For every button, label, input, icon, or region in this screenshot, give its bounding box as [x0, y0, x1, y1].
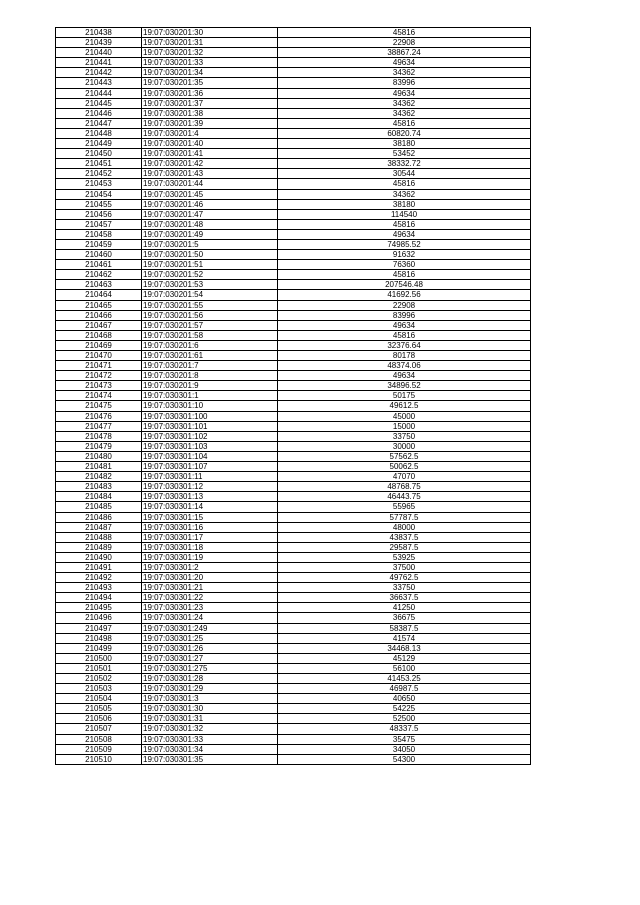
amount-cell: 41574 [278, 633, 531, 643]
row-id-cell: 210481 [56, 462, 142, 472]
cadastral-number-cell: 19:07:030201:45 [142, 189, 278, 199]
table-row [56, 219, 531, 229]
table-row [56, 431, 531, 441]
row-id-cell: 210490 [56, 552, 142, 562]
table-row [56, 179, 531, 189]
row-id-cell: 210450 [56, 149, 142, 159]
table-row [56, 28, 531, 38]
table-row [56, 280, 531, 290]
amount-cell: 50175 [278, 391, 531, 401]
row-id-cell: 210480 [56, 451, 142, 461]
amount-cell: 36675 [278, 613, 531, 623]
cadastral-number-cell: 19:07:030201:56 [142, 310, 278, 320]
table-row [56, 694, 531, 704]
amount-cell: 41250 [278, 603, 531, 613]
amount-cell: 32376.64 [278, 340, 531, 350]
amount-cell: 34362 [278, 68, 531, 78]
table-row [56, 340, 531, 350]
cadastral-number-cell: 19:07:030201:9 [142, 381, 278, 391]
cadastral-number-cell: 19:07:030301:14 [142, 502, 278, 512]
amount-cell: 35475 [278, 734, 531, 744]
row-id-cell: 210485 [56, 502, 142, 512]
cadastral-number-cell: 19:07:030201:31 [142, 38, 278, 48]
table-row [56, 88, 531, 98]
table-row [56, 310, 531, 320]
cadastral-number-cell: 19:07:030201:61 [142, 351, 278, 361]
row-id-cell: 210443 [56, 78, 142, 88]
cadastral-number-cell: 19:07:030301:104 [142, 451, 278, 461]
cadastral-number-cell: 19:07:030301:20 [142, 573, 278, 583]
table-row [56, 482, 531, 492]
cadastral-number-cell: 19:07:030301:102 [142, 431, 278, 441]
row-id-cell: 210487 [56, 522, 142, 532]
amount-cell: 46987.5 [278, 684, 531, 694]
cadastral-number-cell: 19:07:030301:101 [142, 421, 278, 431]
table-row [56, 512, 531, 522]
amount-cell: 56100 [278, 663, 531, 673]
cadastral-number-cell: 19:07:030301:28 [142, 674, 278, 684]
data-table [55, 27, 531, 765]
cadastral-number-cell: 19:07:030201:32 [142, 48, 278, 58]
table-row [56, 381, 531, 391]
row-id-cell: 210510 [56, 754, 142, 764]
cadastral-number-cell: 19:07:030201:33 [142, 58, 278, 68]
table-row [56, 250, 531, 260]
amount-cell: 53925 [278, 552, 531, 562]
cadastral-number-cell: 19:07:030201:41 [142, 149, 278, 159]
cadastral-number-cell: 19:07:030301:25 [142, 633, 278, 643]
cadastral-number-cell: 19:07:030201:35 [142, 78, 278, 88]
cadastral-number-cell: 19:07:030201:39 [142, 118, 278, 128]
table-row [56, 522, 531, 532]
cadastral-number-cell: 19:07:030301:103 [142, 441, 278, 451]
row-id-cell: 210471 [56, 361, 142, 371]
table-row [56, 290, 531, 300]
cadastral-number-cell: 19:07:030201:44 [142, 179, 278, 189]
amount-cell: 54225 [278, 704, 531, 714]
row-id-cell: 210502 [56, 674, 142, 684]
table-row [56, 552, 531, 562]
row-id-cell: 210453 [56, 179, 142, 189]
table-row [56, 361, 531, 371]
row-id-cell: 210468 [56, 330, 142, 340]
table-row [56, 421, 531, 431]
table-row [56, 623, 531, 633]
table-row [56, 239, 531, 249]
amount-cell: 57562.5 [278, 451, 531, 461]
table-row [56, 48, 531, 58]
amount-cell: 45000 [278, 411, 531, 421]
amount-cell: 34362 [278, 189, 531, 199]
cadastral-number-cell: 19:07:030301:19 [142, 552, 278, 562]
amount-cell: 49634 [278, 320, 531, 330]
table-row [56, 451, 531, 461]
cadastral-number-cell: 19:07:030201:36 [142, 88, 278, 98]
table-row [56, 532, 531, 542]
table-row [56, 128, 531, 138]
cadastral-number-cell: 19:07:030301:23 [142, 603, 278, 613]
row-id-cell: 210501 [56, 663, 142, 673]
row-id-cell: 210469 [56, 340, 142, 350]
cadastral-number-cell: 19:07:030201:37 [142, 98, 278, 108]
amount-cell: 34362 [278, 108, 531, 118]
amount-cell: 45816 [278, 330, 531, 340]
amount-cell: 54300 [278, 754, 531, 764]
amount-cell: 34050 [278, 744, 531, 754]
table-row [56, 411, 531, 421]
cadastral-number-cell: 19:07:030201:30 [142, 28, 278, 38]
amount-cell: 52500 [278, 714, 531, 724]
row-id-cell: 210445 [56, 98, 142, 108]
cadastral-number-cell: 19:07:030201:5 [142, 239, 278, 249]
table-row [56, 330, 531, 340]
row-id-cell: 210447 [56, 118, 142, 128]
amount-cell: 33750 [278, 583, 531, 593]
table-row [56, 108, 531, 118]
row-id-cell: 210476 [56, 411, 142, 421]
row-id-cell: 210475 [56, 401, 142, 411]
row-id-cell: 210461 [56, 260, 142, 270]
amount-cell: 60820.74 [278, 128, 531, 138]
row-id-cell: 210506 [56, 714, 142, 724]
row-id-cell: 210455 [56, 199, 142, 209]
table-row [56, 371, 531, 381]
cadastral-number-cell: 19:07:030301:22 [142, 593, 278, 603]
cadastral-number-cell: 19:07:030201:54 [142, 290, 278, 300]
amount-cell: 43837.5 [278, 532, 531, 542]
cadastral-number-cell: 19:07:030301:3 [142, 694, 278, 704]
cadastral-number-cell: 19:07:030301:16 [142, 522, 278, 532]
cadastral-number-cell: 19:07:030201:47 [142, 209, 278, 219]
table-row [56, 633, 531, 643]
row-id-cell: 210489 [56, 542, 142, 552]
cadastral-number-cell: 19:07:030201:4 [142, 128, 278, 138]
cadastral-number-cell: 19:07:030301:2 [142, 562, 278, 572]
amount-cell: 22908 [278, 38, 531, 48]
table-row [56, 68, 531, 78]
cadastral-number-cell: 19:07:030301:31 [142, 714, 278, 724]
table-row [56, 734, 531, 744]
table-row [56, 462, 531, 472]
row-id-cell: 210462 [56, 270, 142, 280]
cadastral-number-cell: 19:07:030301:100 [142, 411, 278, 421]
amount-cell: 30000 [278, 441, 531, 451]
amount-cell: 37500 [278, 562, 531, 572]
cadastral-number-cell: 19:07:030301:24 [142, 613, 278, 623]
cadastral-number-cell: 19:07:030301:1 [142, 391, 278, 401]
row-id-cell: 210479 [56, 441, 142, 451]
amount-cell: 45816 [278, 219, 531, 229]
cadastral-number-cell: 19:07:030201:57 [142, 320, 278, 330]
cadastral-number-cell: 19:07:030301:34 [142, 744, 278, 754]
table-row [56, 704, 531, 714]
cadastral-number-cell: 19:07:030301:32 [142, 724, 278, 734]
cadastral-number-cell: 19:07:030301:17 [142, 532, 278, 542]
amount-cell: 30544 [278, 169, 531, 179]
table-row [56, 714, 531, 724]
cadastral-number-cell: 19:07:030201:42 [142, 159, 278, 169]
cadastral-number-cell: 19:07:030301:29 [142, 684, 278, 694]
row-id-cell: 210439 [56, 38, 142, 48]
amount-cell: 36637.5 [278, 593, 531, 603]
row-id-cell: 210488 [56, 532, 142, 542]
row-id-cell: 210483 [56, 482, 142, 492]
table-row [56, 663, 531, 673]
amount-cell: 41692.56 [278, 290, 531, 300]
table-row [56, 149, 531, 159]
table-row [56, 98, 531, 108]
table-row [56, 674, 531, 684]
table-row [56, 199, 531, 209]
row-id-cell: 210449 [56, 139, 142, 149]
cadastral-number-cell: 19:07:030301:13 [142, 492, 278, 502]
amount-cell: 48374.06 [278, 361, 531, 371]
row-id-cell: 210508 [56, 734, 142, 744]
table-row [56, 159, 531, 169]
amount-cell: 22908 [278, 300, 531, 310]
amount-cell: 33750 [278, 431, 531, 441]
cadastral-number-cell: 19:07:030201:46 [142, 199, 278, 209]
row-id-cell: 210492 [56, 573, 142, 583]
cadastral-number-cell: 19:07:030201:8 [142, 371, 278, 381]
amount-cell: 49634 [278, 229, 531, 239]
table-row [56, 260, 531, 270]
row-id-cell: 210451 [56, 159, 142, 169]
cadastral-number-cell: 19:07:030301:33 [142, 734, 278, 744]
row-id-cell: 210452 [56, 169, 142, 179]
row-id-cell: 210482 [56, 472, 142, 482]
table-row [56, 603, 531, 613]
amount-cell: 207546.48 [278, 280, 531, 290]
row-id-cell: 210438 [56, 28, 142, 38]
amount-cell: 53452 [278, 149, 531, 159]
row-id-cell: 210464 [56, 290, 142, 300]
table-row [56, 542, 531, 552]
amount-cell: 38332.72 [278, 159, 531, 169]
table-row [56, 139, 531, 149]
cadastral-number-cell: 19:07:030301:27 [142, 653, 278, 663]
row-id-cell: 210465 [56, 300, 142, 310]
row-id-cell: 210493 [56, 583, 142, 593]
cadastral-number-cell: 19:07:030201:48 [142, 219, 278, 229]
cadastral-number-cell: 19:07:030201:52 [142, 270, 278, 280]
cadastral-number-cell: 19:07:030201:38 [142, 108, 278, 118]
amount-cell: 41453.25 [278, 674, 531, 684]
amount-cell: 45129 [278, 653, 531, 663]
row-id-cell: 210497 [56, 623, 142, 633]
amount-cell: 57787.5 [278, 512, 531, 522]
row-id-cell: 210478 [56, 431, 142, 441]
table-row [56, 472, 531, 482]
table-row [56, 209, 531, 219]
row-id-cell: 210499 [56, 643, 142, 653]
cadastral-number-cell: 19:07:030201:40 [142, 139, 278, 149]
table-row [56, 583, 531, 593]
cadastral-number-cell: 19:07:030201:49 [142, 229, 278, 239]
table-row [56, 502, 531, 512]
table-row [56, 351, 531, 361]
cadastral-number-cell: 19:07:030201:50 [142, 250, 278, 260]
amount-cell: 48337.5 [278, 724, 531, 734]
amount-cell: 83996 [278, 78, 531, 88]
amount-cell: 50062.5 [278, 462, 531, 472]
row-id-cell: 210500 [56, 653, 142, 663]
table-row [56, 300, 531, 310]
table-row [56, 78, 531, 88]
row-id-cell: 210472 [56, 371, 142, 381]
row-id-cell: 210507 [56, 724, 142, 734]
row-id-cell: 210484 [56, 492, 142, 502]
amount-cell: 34896.52 [278, 381, 531, 391]
amount-cell: 45816 [278, 118, 531, 128]
cadastral-number-cell: 19:07:030201:58 [142, 330, 278, 340]
table-row [56, 391, 531, 401]
row-id-cell: 210486 [56, 512, 142, 522]
cadastral-number-cell: 19:07:030201:6 [142, 340, 278, 350]
table-row [56, 118, 531, 128]
amount-cell: 76360 [278, 260, 531, 270]
cadastral-number-cell: 19:07:030201:51 [142, 260, 278, 270]
table-row [56, 562, 531, 572]
amount-cell: 91632 [278, 250, 531, 260]
table-row [56, 643, 531, 653]
row-id-cell: 210473 [56, 381, 142, 391]
amount-cell: 45816 [278, 28, 531, 38]
amount-cell: 49634 [278, 88, 531, 98]
cadastral-number-cell: 19:07:030201:43 [142, 169, 278, 179]
row-id-cell: 210494 [56, 593, 142, 603]
row-id-cell: 210470 [56, 351, 142, 361]
table-row [56, 320, 531, 330]
row-id-cell: 210467 [56, 320, 142, 330]
cadastral-number-cell: 19:07:030301:12 [142, 482, 278, 492]
table-row [56, 58, 531, 68]
row-id-cell: 210496 [56, 613, 142, 623]
cadastral-number-cell: 19:07:030301:249 [142, 623, 278, 633]
table-row [56, 653, 531, 663]
row-id-cell: 210495 [56, 603, 142, 613]
row-id-cell: 210491 [56, 562, 142, 572]
amount-cell: 34468.13 [278, 643, 531, 653]
amount-cell: 15000 [278, 421, 531, 431]
row-id-cell: 210460 [56, 250, 142, 260]
table-row [56, 744, 531, 754]
amount-cell: 48000 [278, 522, 531, 532]
table-row [56, 593, 531, 603]
row-id-cell: 210444 [56, 88, 142, 98]
row-id-cell: 210456 [56, 209, 142, 219]
table-row [56, 573, 531, 583]
row-id-cell: 210446 [56, 108, 142, 118]
amount-cell: 114540 [278, 209, 531, 219]
cadastral-number-cell: 19:07:030301:10 [142, 401, 278, 411]
amount-cell: 49612.5 [278, 401, 531, 411]
amount-cell: 74985.52 [278, 239, 531, 249]
row-id-cell: 210509 [56, 744, 142, 754]
row-id-cell: 210504 [56, 694, 142, 704]
cadastral-number-cell: 19:07:030301:11 [142, 472, 278, 482]
amount-cell: 58387.5 [278, 623, 531, 633]
amount-cell: 48768.75 [278, 482, 531, 492]
amount-cell: 38180 [278, 199, 531, 209]
amount-cell: 49634 [278, 58, 531, 68]
amount-cell: 80178 [278, 351, 531, 361]
cadastral-number-cell: 19:07:030301:107 [142, 462, 278, 472]
row-id-cell: 210477 [56, 421, 142, 431]
amount-cell: 55965 [278, 502, 531, 512]
cadastral-number-cell: 19:07:030201:7 [142, 361, 278, 371]
amount-cell: 34362 [278, 98, 531, 108]
row-id-cell: 210505 [56, 704, 142, 714]
cadastral-number-cell: 19:07:030301:15 [142, 512, 278, 522]
table-row [56, 169, 531, 179]
cadastral-number-cell: 19:07:030301:26 [142, 643, 278, 653]
table-row [56, 229, 531, 239]
row-id-cell: 210459 [56, 239, 142, 249]
table-row [56, 189, 531, 199]
row-id-cell: 210440 [56, 48, 142, 58]
amount-cell: 49634 [278, 371, 531, 381]
row-id-cell: 210474 [56, 391, 142, 401]
cadastral-number-cell: 19:07:030301:30 [142, 704, 278, 714]
row-id-cell: 210466 [56, 310, 142, 320]
row-id-cell: 210503 [56, 684, 142, 694]
table-row [56, 441, 531, 451]
cadastral-number-cell: 19:07:030301:35 [142, 754, 278, 764]
row-id-cell: 210457 [56, 219, 142, 229]
cadastral-number-cell: 19:07:030301:275 [142, 663, 278, 673]
cadastral-number-cell: 19:07:030301:21 [142, 583, 278, 593]
row-id-cell: 210458 [56, 229, 142, 239]
row-id-cell: 210442 [56, 68, 142, 78]
table-row [56, 724, 531, 734]
cadastral-number-cell: 19:07:030301:18 [142, 542, 278, 552]
row-id-cell: 210463 [56, 280, 142, 290]
amount-cell: 83996 [278, 310, 531, 320]
row-id-cell: 210454 [56, 189, 142, 199]
amount-cell: 45816 [278, 270, 531, 280]
table-body [56, 28, 531, 765]
amount-cell: 40650 [278, 694, 531, 704]
row-id-cell: 210441 [56, 58, 142, 68]
amount-cell: 29587.5 [278, 542, 531, 552]
amount-cell: 46443.75 [278, 492, 531, 502]
row-id-cell: 210498 [56, 633, 142, 643]
amount-cell: 38180 [278, 139, 531, 149]
cadastral-number-cell: 19:07:030201:55 [142, 300, 278, 310]
amount-cell: 47070 [278, 472, 531, 482]
table-row [56, 401, 531, 411]
table-row [56, 38, 531, 48]
amount-cell: 45816 [278, 179, 531, 189]
table-row [56, 270, 531, 280]
amount-cell: 38867.24 [278, 48, 531, 58]
cadastral-number-cell: 19:07:030201:34 [142, 68, 278, 78]
table-row [56, 492, 531, 502]
row-id-cell: 210448 [56, 128, 142, 138]
table-row [56, 754, 531, 764]
cadastral-number-cell: 19:07:030201:53 [142, 280, 278, 290]
table-row [56, 613, 531, 623]
table-row [56, 684, 531, 694]
amount-cell: 49762.5 [278, 573, 531, 583]
